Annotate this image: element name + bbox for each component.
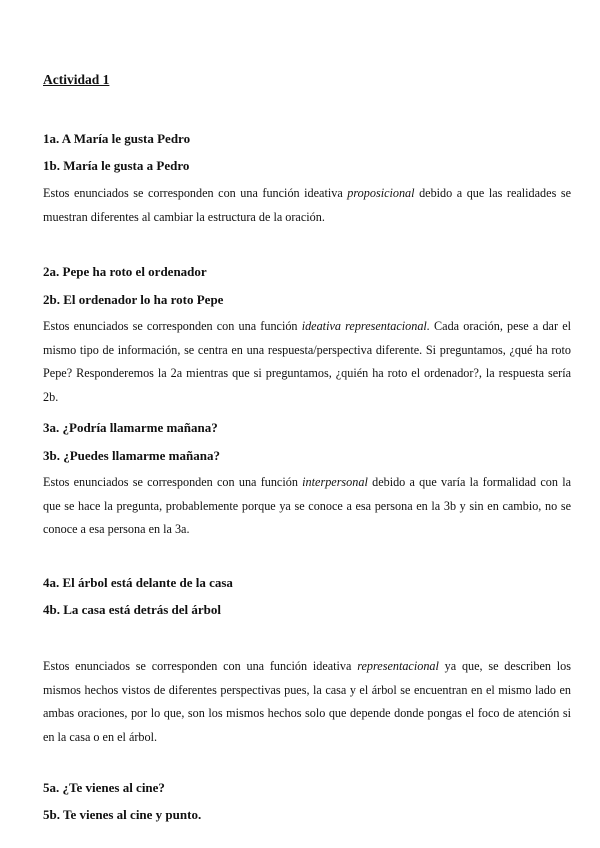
example-5b: 5b. Te vienes al cine y punto. bbox=[43, 807, 202, 822]
explanation-3-emphasis: interpersonal bbox=[302, 475, 368, 489]
explanation-3-text-start: Estos enunciados se corresponden con una función bbox=[43, 475, 303, 489]
example-2a: 2a. Pepe ha roto el ordenador bbox=[43, 264, 207, 279]
example-4a: 4a. El árbol está delante de la casa bbox=[43, 575, 233, 590]
example-3b: 3b. ¿Puedes llamarme mañana? bbox=[43, 448, 220, 463]
explanation-2-text-start: Estos enunciados se corresponden con una función bbox=[43, 319, 302, 333]
explanation-3-text-end: debido a que varía la formalidad con la que se hace la pregunta, probablemente porque ya se conoce a esa persona en la 3b y sin en cambio, no se conoce a esa persona en la 3a. bbox=[43, 475, 571, 536]
explanation-4-emphasis: representacional bbox=[357, 659, 439, 673]
explanation-1-text-start: Estos enunciados se corresponden con una función ideativa bbox=[43, 186, 348, 200]
explanation-1-text-end: debido a que las realidades se muestran diferentes al cambiar la estructura de la oración. bbox=[43, 186, 571, 224]
example-5a: 5a. ¿Te vienes al cine? bbox=[43, 780, 165, 795]
explanation-4 bbox=[43, 655, 571, 749]
example-1b: 1b. María le gusta a Pedro bbox=[43, 158, 190, 173]
explanation-2-emphasis: ideativa representacional. bbox=[301, 319, 430, 333]
explanation-4-text-start: Estos enunciados se corresponden con una función ideativa bbox=[43, 659, 358, 673]
explanation-2-text-end: Cada oración, pese a dar el mismo tipo de información, se centra en una respuesta/perspectiva diferente. Si preguntamos, ¿qué ha roto Pepe? Responderemos la 2a mientras que si preguntamos, ¿quién ha roto el ordenador?, la respuesta sería 2b. bbox=[43, 319, 571, 404]
example-4b: 4b. La casa está detrás del árbol bbox=[43, 602, 222, 617]
explanation-1-emphasis: proposicional bbox=[347, 186, 415, 200]
example-2b: 2b. El ordenador lo ha roto Pepe bbox=[43, 292, 224, 307]
example-3a: 3a. ¿Podría llamarme mañana? bbox=[43, 420, 218, 435]
page-title: Actividad 1 bbox=[43, 72, 110, 87]
explanation-2 bbox=[43, 315, 571, 409]
explanation-1 bbox=[43, 182, 571, 229]
example-1a: 1a. A María le gusta Pedro bbox=[43, 131, 191, 146]
explanation-4-text-end: ya que, se describen los mismos hechos vistos de diferentes perspectivas pues, la casa y el árbol se encuentran en el mismo lado en ambas oraciones, por lo que, son los mismos hechos solo que depende donde pongas el foco de atención si en la casa o en el árbol. bbox=[43, 659, 571, 744]
explanation-3 bbox=[43, 471, 571, 542]
